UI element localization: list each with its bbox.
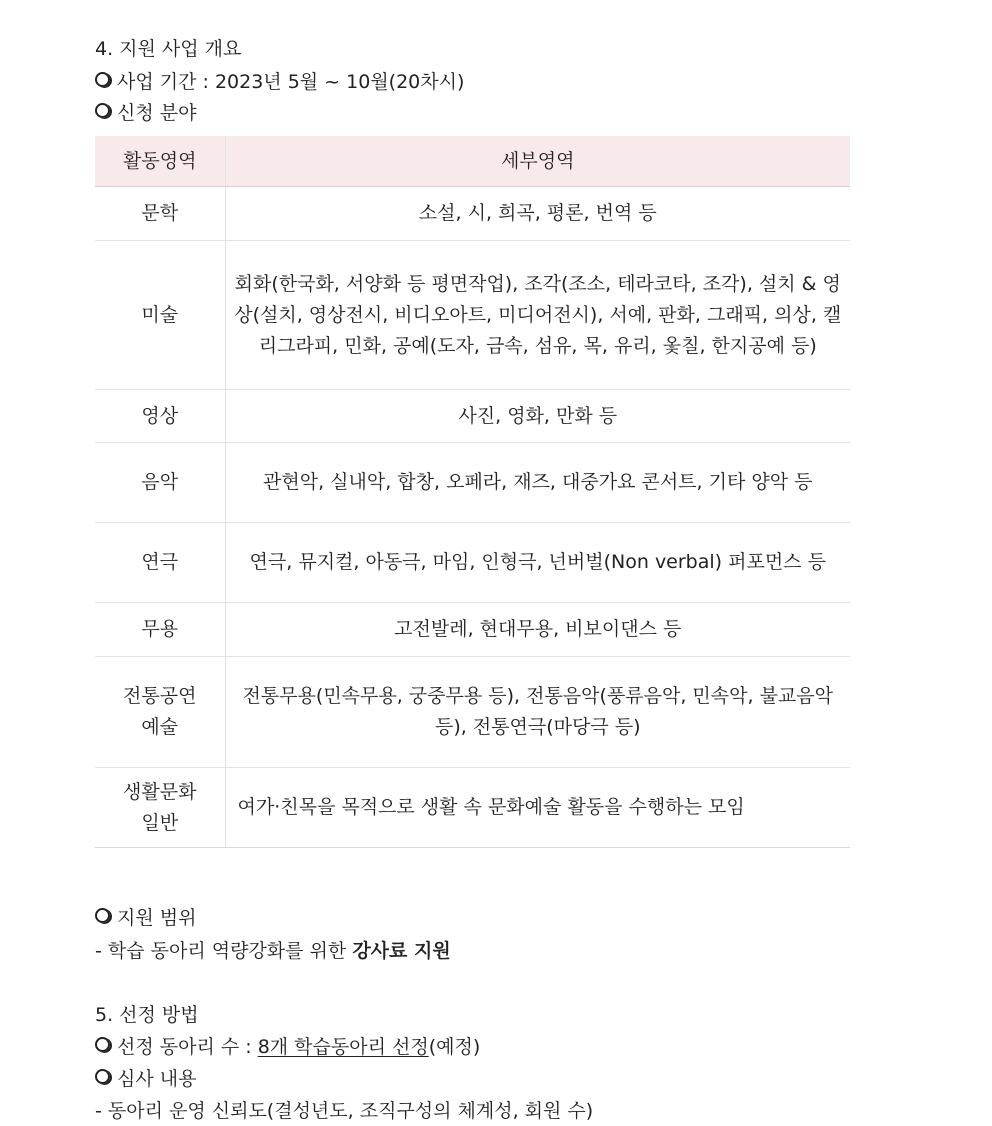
review-label: 심사 내용	[117, 1068, 197, 1090]
table-row	[95, 768, 850, 848]
circle-bullet-icon	[95, 72, 110, 87]
count-label: 선정 동아리 수 :	[117, 1036, 252, 1058]
area-cell: 영상	[95, 390, 225, 443]
fields-line	[95, 98, 196, 128]
section5-heading: 5. 선정 방법	[95, 1004, 199, 1026]
table-row	[95, 603, 850, 657]
table-row	[95, 241, 850, 390]
review-line	[95, 1064, 196, 1094]
detail-cell: 고전발레, 현대무용, 비보이댄스 등	[225, 603, 850, 657]
header-area: 활동영역	[95, 136, 225, 187]
count-value: 8개 학습동아리 선정	[257, 1036, 429, 1058]
scope-text-bold: 강사료 지원	[352, 940, 451, 962]
area-cell: 전통공연 예술	[95, 657, 225, 768]
scope-text	[95, 936, 451, 966]
table-row	[95, 523, 850, 603]
fields-label: 신청 분야	[117, 102, 197, 124]
detail-cell: 회화(한국화, 서양화 등 평면작업), 조각(조소, 테라코타, 조각), 설치 & 영상(설치, 영상전시, 비디오아트, 미디어전시), 서예, 판화, 그래픽, 의상, 캘리그라피, 민화, 공예(도자, 금속, 섬유, 목, 유리, 옻칠, 한지공예 등)	[225, 241, 850, 390]
section4-heading: 4. 지원 사업 개요	[95, 38, 242, 60]
period-line	[95, 67, 464, 97]
area-cell: 문학	[95, 187, 225, 241]
detail-cell: 연극, 뮤지컬, 아동극, 마임, 인형극, 넌버벌(Non verbal) 퍼포먼스 등	[225, 523, 850, 603]
period-value: 2023년 5월 ~ 10월(20차시)	[214, 71, 465, 93]
detail-cell: 여가·친목을 목적으로 생활 속 문화예술 활동을 수행하는 모임	[225, 768, 850, 848]
period-label: 사업 기간 :	[117, 71, 209, 93]
detail-cell: 전통무용(민속무용, 궁중무용 등), 전통음악(풍류음악, 민속악, 불교음악 등), 전통연극(마당극 등)	[225, 657, 850, 768]
circle-bullet-icon	[95, 1069, 110, 1084]
table-row	[95, 187, 850, 241]
review-item: - 동아리 운영 신뢰도(결성년도, 조직구성의 체계성, 회원 수)	[95, 1100, 594, 1122]
table-row	[95, 390, 850, 443]
area-cell: 생활문화 일반	[95, 768, 225, 848]
count-suffix: (예정)	[428, 1036, 481, 1058]
area-cell: 연극	[95, 523, 225, 603]
count-line	[95, 1032, 480, 1062]
scope-text-prefix: - 학습 동아리 역량강화를 위한	[95, 940, 353, 962]
detail-cell: 사진, 영화, 만화 등	[225, 390, 850, 443]
circle-bullet-icon	[95, 1037, 110, 1052]
circle-bullet-icon	[95, 103, 110, 118]
scope-line	[95, 903, 196, 933]
area-cell: 음악	[95, 443, 225, 523]
area-cell: 미술	[95, 241, 225, 390]
area-cell: 무용	[95, 603, 225, 657]
circle-bullet-icon	[95, 908, 110, 923]
scope-label: 지원 범위	[117, 907, 197, 929]
detail-cell: 관현악, 실내악, 합창, 오페라, 재즈, 대중가요 콘서트, 기타 양악 등	[225, 443, 850, 523]
table-header-row	[95, 136, 850, 187]
activity-table	[95, 136, 850, 848]
detail-cell: 소설, 시, 희곡, 평론, 번역 등	[225, 187, 850, 241]
header-detail: 세부영역	[225, 136, 850, 187]
table-row	[95, 443, 850, 523]
table-row	[95, 657, 850, 768]
